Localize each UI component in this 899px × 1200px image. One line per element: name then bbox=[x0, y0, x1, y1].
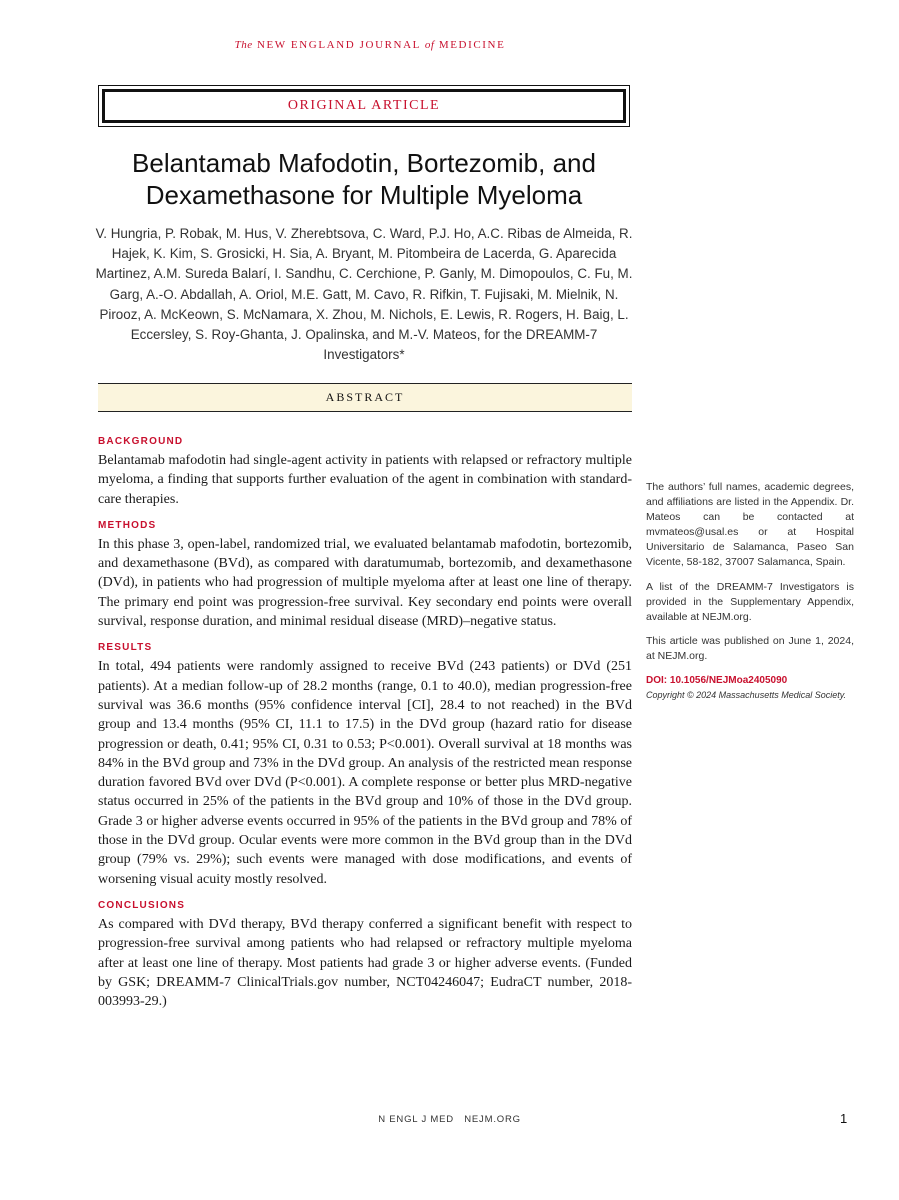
article-title: Belantamab Mafodotin, Bortezomib, and Dexamethasone for Multiple Myeloma bbox=[132, 148, 596, 210]
page-number: 1 bbox=[840, 1111, 848, 1126]
doi-link[interactable]: DOI: 10.1056/NEJMoa2405090 bbox=[646, 675, 788, 687]
background-text: Belantamab mafodotin had single-agent activity in patients with relapsed or refractory multiple myeloma, a finding that supports further evaluation of the agent in combination with standard-care therapies. bbox=[98, 453, 632, 507]
article-type-label: ORIGINAL ARTICLE bbox=[102, 89, 626, 123]
journal-of: of bbox=[424, 39, 435, 51]
section-conclusions bbox=[98, 900, 632, 1011]
publication-note: This article was published on June 1, 2024, at NEJM.org. bbox=[646, 634, 854, 662]
sidebar-notes bbox=[646, 480, 854, 703]
methods-text: In this phase 3, open-label, randomized trial, we evaluated belantamab mafodotin, bortezomib, and dexamethasone (BVd), as compared with daratumumab, bortezomib, and dexamethasone (DVd), in patients who had progression of multiple myeloma after at least one line of therapy. The primary end point was progression-free survival. Key secondary end points were overall survival, response duration, and minimal residual disease (MRD)–negative status. bbox=[98, 536, 632, 630]
section-methods bbox=[98, 520, 632, 631]
background-heading: BACKGROUND bbox=[98, 436, 184, 447]
conclusions-text: As compared with DVd therapy, BVd therapy conferred a significant benefit with respect to progression-free survival among patients who had relapsed or refractory multiple myeloma after at least one line of therapy. Most patients had grade 3 or higher adverse events. (Funded by GSK; DREAMM-7 ClinicalTrials.gov number, NCT04246047; EudraCT number, 2018-003993-29.) bbox=[98, 916, 632, 1010]
journal-the: The bbox=[234, 39, 253, 51]
abstract-heading: ABSTRACT bbox=[98, 383, 632, 412]
article-type-box bbox=[98, 85, 630, 127]
investigators-note: A list of the DREAMM-7 Investigators is provided in the Supplementary Appendix, available at NEJM.org. bbox=[646, 580, 854, 623]
journal-name-part1: NEW ENGLAND JOURNAL bbox=[256, 39, 421, 51]
copyright-note: Copyright © 2024 Massachusetts Medical Society. bbox=[646, 690, 847, 701]
author-list: V. Hungria, P. Robak, M. Hus, V. Zherebtsova, C. Ward, P.J. Ho, A.C. Ribas de Almeida, R. Hajek, K. Kim, S. Grosicki, H. Sia, A. Bryant, M. Pitombeira de Lacerda, G. Aparecida Martinez, A.M. Sureda Balarí, I. Sandhu, C. Cerchione, P. Ganly, M. Dimopoulos, C. Fu, M. Garg, A.-O. Abdallah, A. Oriol, M.E. Gatt, M. Cavo, R. Rifkin, T. Fujisaki, M. Mielnik, N. Pirooz, A. McKeown, S. McNamara, X. Zhou, M. Nichols, E. Lewis, R. Rogers, H. Baig, L. Eccersley, S. Roy-Ghanta, J. Opalinska, and M.-V. Mateos, for the DREAMM-7 Investigators* bbox=[95, 226, 633, 363]
journal-header bbox=[0, 39, 740, 51]
footer-citation: N ENGL J MED NEJM.ORG bbox=[378, 1114, 521, 1125]
section-background bbox=[98, 436, 632, 509]
abstract-body bbox=[98, 436, 632, 1011]
affiliations-note: The authors’ full names, academic degrees, and affiliations are listed in the Appendix. Dr. Mateos can be contacted at mvmateos@usal.es or at Hospital Universitario de Salamanca, Paseo San Vicente, 58-182, 37007 Salamanca, Spain. bbox=[646, 481, 854, 569]
results-heading: RESULTS bbox=[98, 642, 153, 654]
methods-heading: METHODS bbox=[98, 519, 157, 531]
section-results bbox=[98, 642, 632, 889]
conclusions-heading: CONCLUSIONS bbox=[98, 899, 186, 911]
journal-name-part2: MEDICINE bbox=[438, 39, 506, 51]
results-text: In total, 494 patients were randomly assigned to receive BVd (243 patients) or DVd (251 patients). At a median follow-up of 28.2 months (range, 0.1 to 40.0), median progression-free survival was 36.6 months (95% confidence interval [CI], 28.4 to not reached) in the BVd group and 13.4 months (95% CI, 11.1 to 17.5) in the DVd group (hazard ratio for disease progression or death, 0.41; 95% CI, 0.31 to 0.53; P<0.001). Overall survival at 18 months was 84% in the BVd group and 73% in the DVd group. An analysis of the restricted mean response duration favored BVd over DVd (P<0.001). A complete response or better plus MRD-negative status occurred in 25% of the patients in the BVd group and 10% of those in the DVd group. Grade 3 or higher adverse events occurred in 95% of the patients in the BVd group and 78% of those in the DVd group. Ocular events were more common in the BVd group than in the DVd group (79% vs. 29%); such events were managed with dose modifications, and events of worsening visual acuity mostly resolved. bbox=[98, 659, 632, 887]
